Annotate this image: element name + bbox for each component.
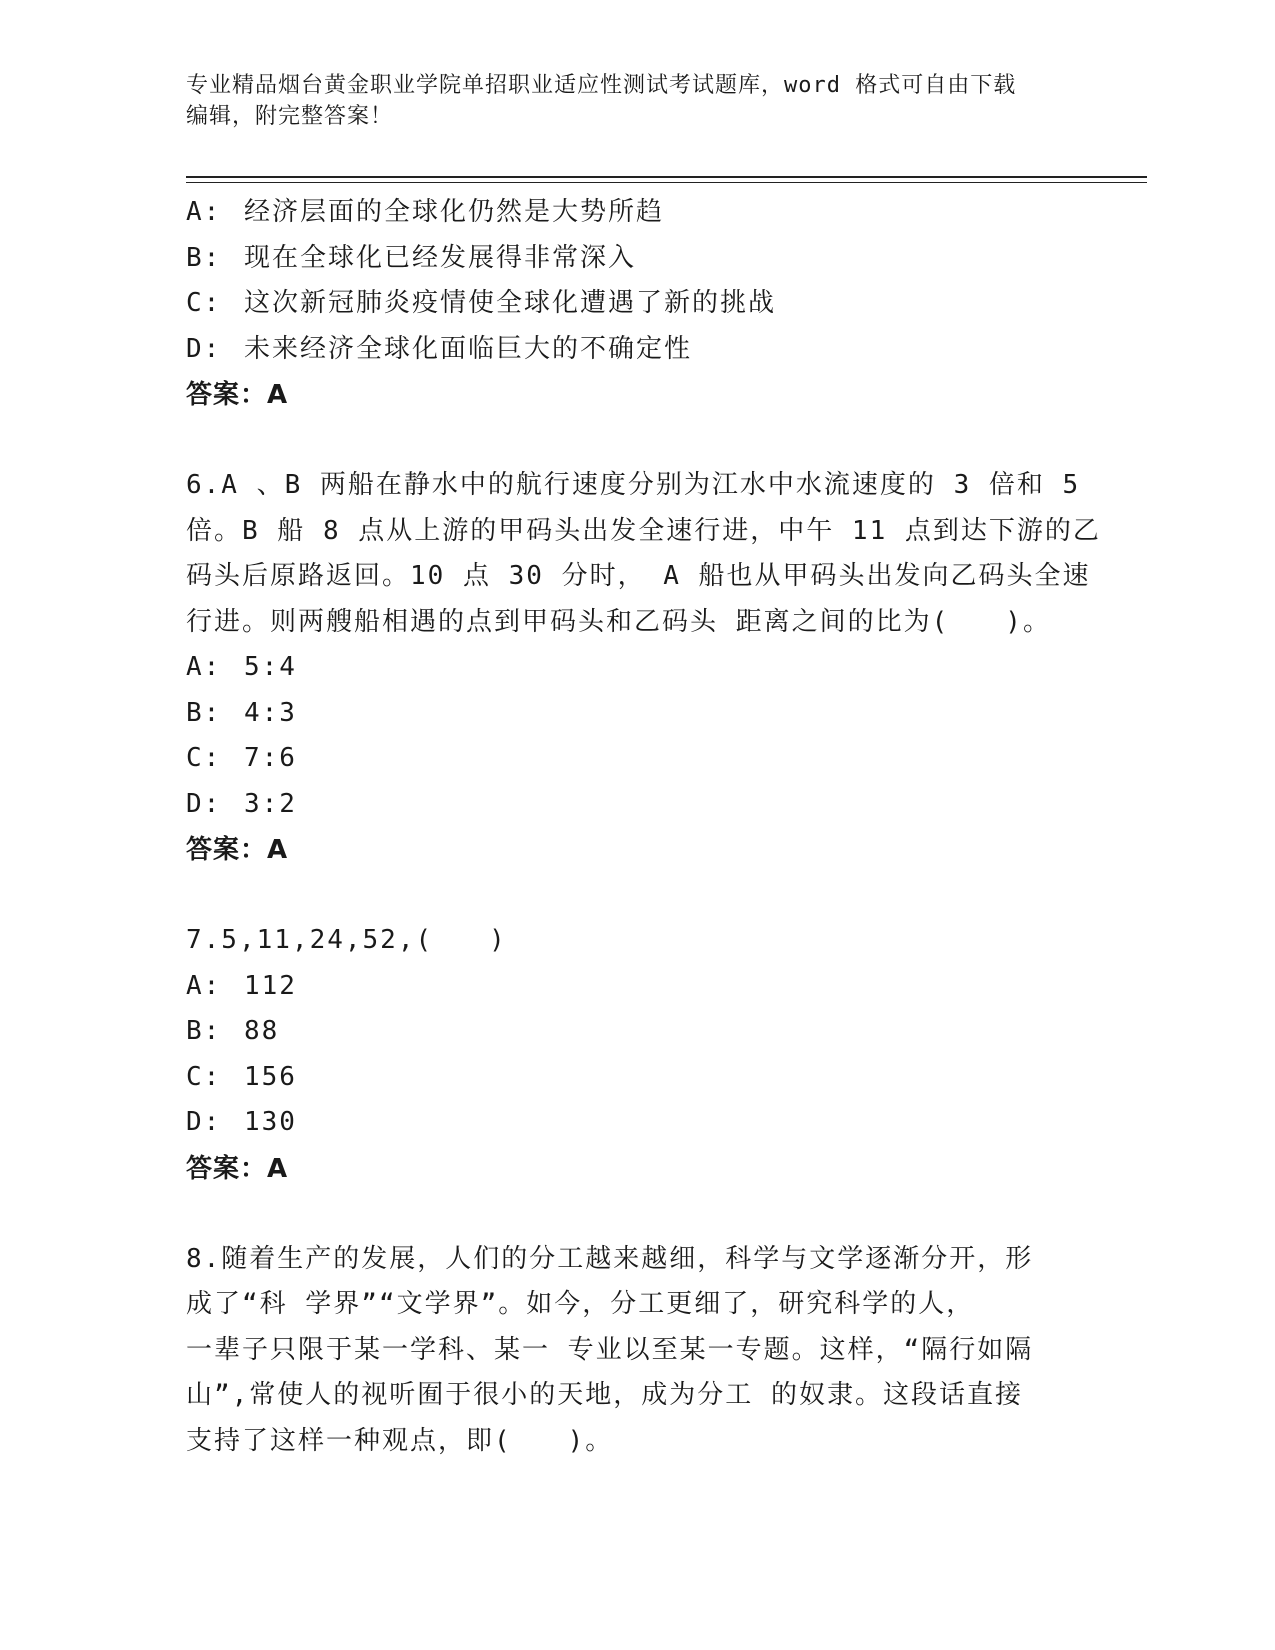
answer-line: 答案：A: [186, 835, 289, 865]
stem-line: 成了“科 学界”“文学界”。如今，分工更细了，研究科学的人，: [186, 1289, 975, 1319]
option-b: [186, 691, 1086, 737]
question-content: [186, 190, 1101, 1464]
option-letter: B:: [186, 242, 222, 273]
header-line-1: 专业精品烟台黄金职业学院单招职业适应性测试考试题库，word 格式可自由下载: [186, 73, 1017, 98]
header-rule-thin: [186, 182, 1147, 183]
option-b: [186, 236, 1086, 282]
option-letter: B:: [186, 1016, 222, 1046]
option-a: [186, 645, 1086, 691]
option-text: 经济层面的全球化仍然是大势所趋: [244, 197, 665, 227]
option-a: [186, 190, 1086, 236]
stem-line: 7.5,11,24,52,( ): [186, 925, 507, 955]
option-c: [186, 281, 1086, 327]
header-rule-thick: [186, 176, 1147, 178]
stem-line: 8.随着生产的发展，人们的分工越来越细，科学与文学逐渐分开，形: [186, 1243, 1034, 1274]
option-letter: A:: [186, 197, 222, 227]
option-d: [186, 327, 1086, 373]
stem-line: 一辈子只限于某一学科、某一 专业以至某一专题。这样，“隔行如隔: [186, 1334, 1034, 1365]
option-letter: D:: [186, 333, 222, 364]
header-line-2: 编辑，附完整答案！: [186, 104, 394, 129]
option-text: 4:3: [244, 697, 297, 728]
question-5: [186, 190, 1086, 418]
answer-line: 答案：A: [186, 1153, 289, 1184]
question-stem: [186, 463, 1101, 645]
option-letter: A:: [186, 970, 222, 1001]
question-8: [186, 1237, 1086, 1465]
option-text: 130: [244, 1107, 297, 1137]
option-letter: D:: [186, 788, 222, 819]
spacer: [186, 418, 1086, 463]
option-letter: A:: [186, 652, 222, 682]
stem-line: 行进。则两艘船相遇的点到甲码头和乙码头 距离之间的比为( )。: [186, 606, 1051, 637]
option-a: [186, 964, 1086, 1010]
option-text: 未来经济全球化面临巨大的不确定性: [244, 333, 693, 364]
option-text: 7:6: [244, 743, 297, 773]
question-stem: [186, 918, 1086, 964]
option-text: 这次新冠肺炎疫情使全球化遭遇了新的挑战: [244, 288, 777, 318]
question-7: [186, 918, 1086, 1192]
stem-line: 6.A 、B 两船在静水中的航行速度分别为江水中水流速度的 3 倍和 5: [186, 470, 1081, 500]
option-text: 88: [244, 1016, 280, 1046]
option-c: [186, 1055, 1086, 1101]
option-letter: D:: [186, 1107, 222, 1137]
option-letter: B:: [186, 697, 222, 728]
spacer: [186, 873, 1086, 918]
option-text: 3:2: [244, 788, 297, 819]
option-b: [186, 1009, 1086, 1055]
option-letter: C:: [186, 1061, 222, 1092]
option-d: [186, 1100, 1086, 1146]
option-text: 156: [244, 1061, 297, 1092]
stem-line: 码头后原路返回。10 点 30 分时， A 船也从甲码头出发向乙码头全速: [186, 561, 1091, 591]
option-d: [186, 782, 1086, 828]
page-header: [186, 70, 1086, 132]
question-6: [186, 463, 1101, 873]
option-c: [186, 736, 1086, 782]
question-stem: [186, 1237, 1086, 1465]
option-letter: C:: [186, 288, 222, 318]
option-text: 5:4: [244, 652, 297, 682]
stem-line: 支持了这样一种观点，即( )。: [186, 1425, 614, 1456]
stem-line: 山”,常使人的视听囿于很小的天地，成为分工 的奴隶。这段话直接: [186, 1380, 1023, 1410]
option-text: 112: [244, 970, 297, 1001]
option-text: 现在全球化已经发展得非常深入: [244, 242, 637, 273]
answer-line: 答案：A: [186, 380, 289, 410]
stem-line: 倍。B 船 8 点从上游的甲码头出发全速行进，中午 11 点到达下游的乙: [186, 515, 1101, 546]
option-letter: C:: [186, 743, 222, 773]
spacer: [186, 1192, 1086, 1237]
